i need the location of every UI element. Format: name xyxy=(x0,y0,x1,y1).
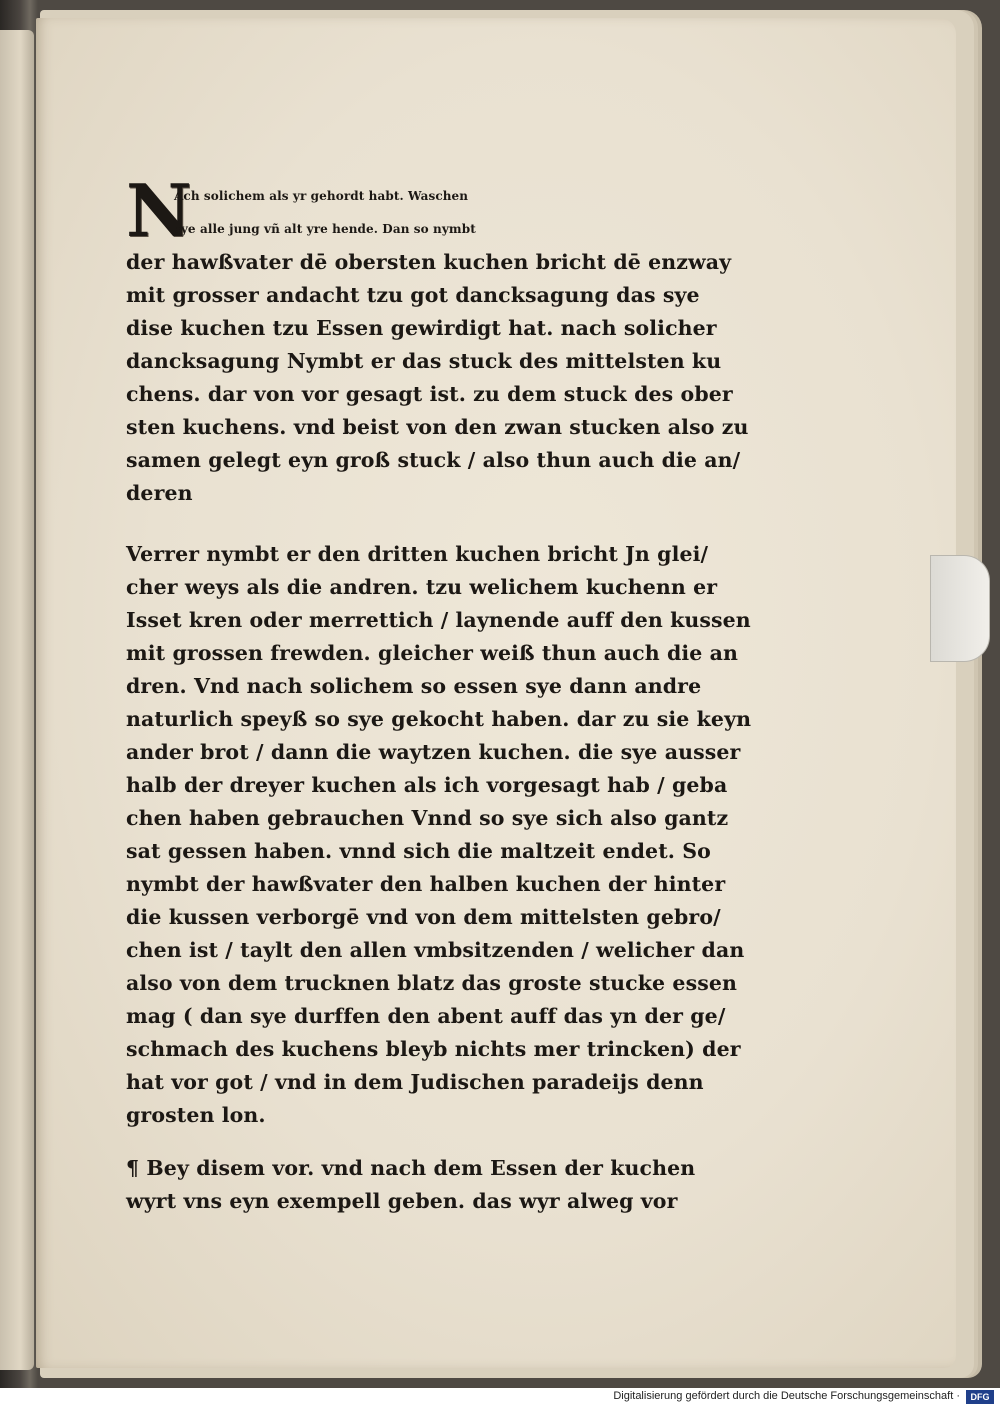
text-line: schmach des kuchens bleyb nichts mer trincken) der xyxy=(126,1037,741,1061)
text-line: wyrt vns eyn exempell geben. das wyr alweg vor xyxy=(126,1189,678,1213)
text-line: ander brot / dann die waytzen kuchen. die sye ausser xyxy=(126,740,741,764)
text-line: der hawßvater dē obersten kuchen bricht dē enzway xyxy=(126,250,732,274)
text-line: nymbt der hawßvater den halben kuchen der hinter xyxy=(126,872,726,896)
text-line: Verrer nymbt er den dritten kuchen bricht Jn glei/ xyxy=(126,542,709,566)
text-line: sye alle jung vñ alt yre hende. Dan so nymbt xyxy=(174,222,476,236)
text-line: hat vor got / vnd in dem Judischen paradeijs denn xyxy=(126,1070,704,1094)
text-line: chens. dar von vor gesagt ist. zu dem stuck des ober xyxy=(126,382,733,406)
text-line: Isset kren oder merrettich / laynende auff den kussen xyxy=(126,608,751,632)
drop-capital: N xyxy=(126,168,192,253)
text-line: Ach solichem als yr gehordt habt. Waschen xyxy=(174,189,469,203)
text-line: grosten lon. xyxy=(126,1103,266,1127)
text-line: halb der dreyer kuchen als ich vorgesagt hab / geba xyxy=(126,773,728,797)
text-line: mag ( dan sye durffen den abent auff das yn der ge/ xyxy=(126,1004,726,1028)
text-line: chen haben gebrauchen Vnnd so sye sich also gantz xyxy=(126,806,729,830)
text-line: mit grosser andacht tzu got dancksagung das sye xyxy=(126,283,700,307)
text-line: sten kuchens. vnd beist von den zwan stucken also zu xyxy=(126,415,749,439)
footer-credit: Digitalisierung gefördert durch die Deutsche Forschungsgemeinschaft · xyxy=(613,1390,960,1402)
footer-bar xyxy=(0,1388,1000,1408)
text-line: die kussen verborgē vnd von dem mittelsten gebro/ xyxy=(126,905,721,929)
text-line: also von dem trucknen blatz das groste stucke essen xyxy=(126,971,738,995)
text-line: dise kuchen tzu Essen gewirdigt hat. nach solicher xyxy=(126,316,717,340)
text-line: dancksagung Nymbt er das stuck des mittelsten ku xyxy=(126,349,722,373)
text-line: mit grossen frewden. gleicher weiß thun auch die an xyxy=(126,641,739,665)
page-tab-marker xyxy=(930,555,990,662)
text-line: naturlich speyß so sye gekocht haben. dar zu sie keyn xyxy=(126,707,752,731)
paragraph-2 xyxy=(126,538,751,1132)
text-line: chen ist / taylt den allen vmbsitzenden / welicher dan xyxy=(126,938,745,962)
paragraph-3 xyxy=(126,1152,695,1218)
paragraph-1 xyxy=(126,168,749,510)
text-line: sat gessen haben. vnnd sich die maltzeit endet. So xyxy=(126,839,711,863)
text-line: samen gelegt eyn groß stuck / also thun auch die an/ xyxy=(126,448,741,472)
text-line: deren xyxy=(126,481,193,505)
text-line: ¶ Bey disem vor. vnd nach dem Essen der kuchen xyxy=(126,1156,696,1180)
dfg-logo: DFG xyxy=(966,1390,994,1404)
text-line: dren. Vnd nach solichem so essen sye dann andre xyxy=(126,674,702,698)
left-page-edge xyxy=(0,30,34,1370)
text-line: cher weys als die andren. tzu welichem kuchenn er xyxy=(126,575,718,599)
